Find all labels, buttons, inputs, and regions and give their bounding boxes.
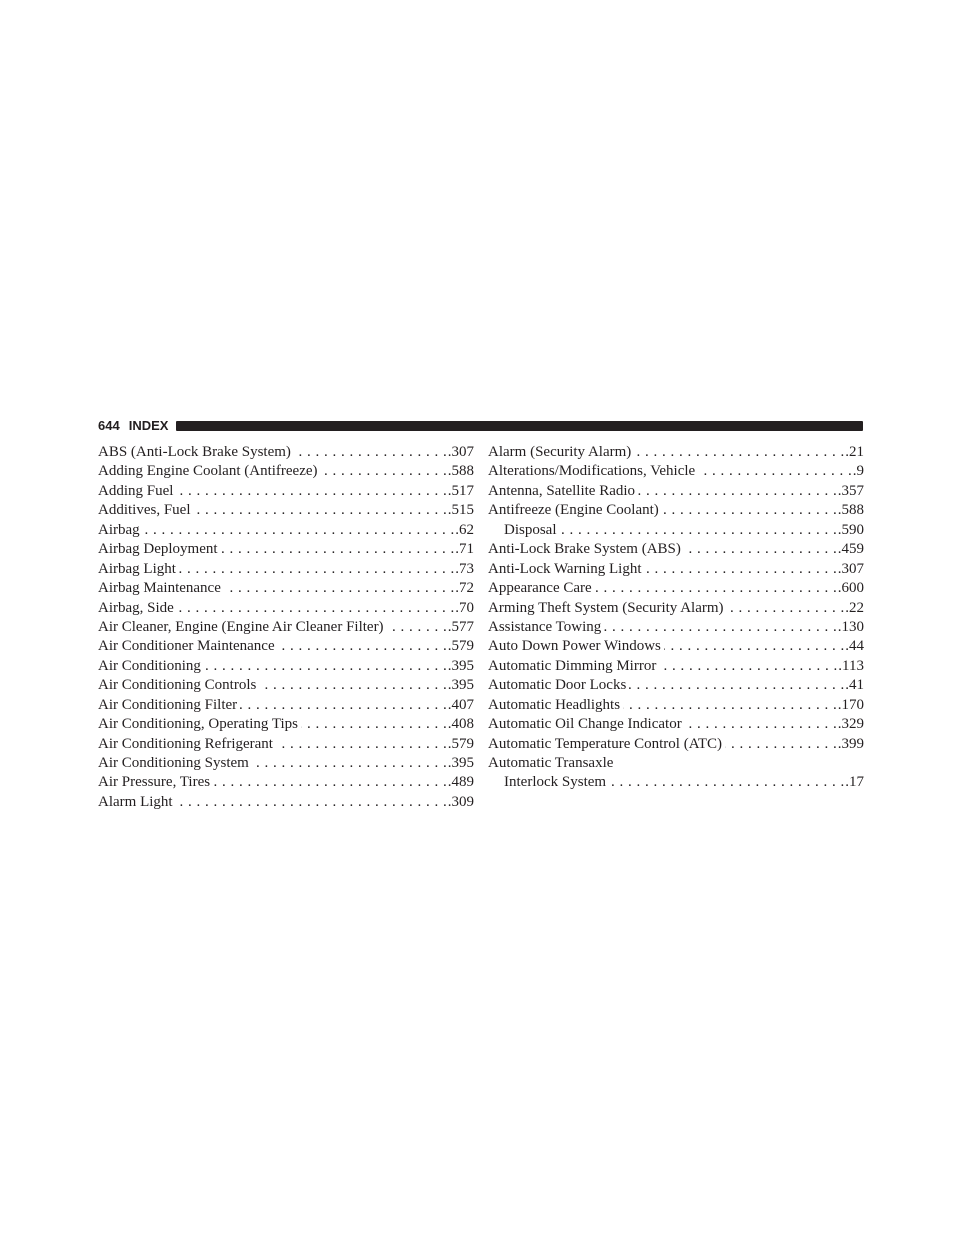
index-entry bbox=[488, 521, 864, 540]
index-entry bbox=[488, 696, 864, 715]
index-entry bbox=[98, 754, 474, 773]
entry-label: Additives, Fuel bbox=[98, 502, 191, 519]
entry-label: Airbag Light bbox=[98, 560, 176, 577]
index-entry bbox=[98, 793, 474, 812]
entry-label: Automatic Door Locks bbox=[488, 677, 627, 694]
dot-leader bbox=[194, 501, 447, 520]
entry-label: Airbag Deployment bbox=[98, 541, 218, 558]
entry-page-number: .408 bbox=[447, 716, 474, 733]
index-entry bbox=[98, 676, 474, 695]
dot-leader bbox=[177, 599, 454, 618]
index-entry bbox=[488, 715, 864, 734]
index-entry bbox=[488, 618, 864, 637]
entry-page-number: .72 bbox=[455, 580, 474, 597]
entry-label: Arming Theft System (Security Alarm) bbox=[488, 599, 724, 616]
entry-label: Antifreeze (Engine Coolant) bbox=[488, 502, 659, 519]
entry-label: Airbag bbox=[98, 521, 140, 538]
entry-page-number: .395 bbox=[447, 657, 474, 674]
index-entry bbox=[488, 579, 864, 598]
entry-page-number: .577 bbox=[447, 618, 474, 635]
dot-leader bbox=[725, 735, 837, 754]
dot-leader bbox=[176, 482, 446, 501]
index-entry bbox=[488, 676, 864, 695]
dot-leader bbox=[609, 773, 844, 792]
index-entry bbox=[98, 501, 474, 520]
dot-leader bbox=[276, 735, 447, 754]
dot-leader bbox=[727, 599, 845, 618]
index-entry bbox=[98, 599, 474, 618]
index-entry bbox=[488, 735, 864, 754]
dot-leader bbox=[278, 637, 447, 656]
index-entry bbox=[98, 657, 474, 676]
entry-label: Air Conditioning System bbox=[98, 755, 249, 771]
dot-leader bbox=[240, 696, 447, 715]
entry-page-number: .71 bbox=[455, 541, 474, 558]
dot-leader bbox=[294, 443, 447, 462]
entry-label: Air Pressure, Tires bbox=[98, 774, 211, 791]
entry-page-number: .579 bbox=[447, 735, 474, 752]
index-entry bbox=[488, 540, 864, 559]
page-number: 644 bbox=[98, 418, 120, 433]
section-title: INDEX bbox=[128, 418, 169, 433]
entry-label: Disposal bbox=[504, 521, 557, 538]
entry-label: Interlock System bbox=[504, 774, 607, 791]
entry-label: Anti-Lock Brake System (ABS) bbox=[488, 541, 681, 558]
entry-label: Antenna, Satellite Radio bbox=[488, 482, 636, 499]
index-entry bbox=[98, 579, 474, 598]
entry-label: Automatic Oil Change Indicator bbox=[488, 716, 682, 733]
entry-page-number: .357 bbox=[837, 482, 864, 499]
entry-page-number: .515 bbox=[447, 502, 474, 519]
entry-page-number: .459 bbox=[837, 541, 864, 558]
dot-leader bbox=[204, 657, 447, 676]
entry-page-number: .170 bbox=[837, 696, 864, 713]
entry-label: Air Conditioning Filter bbox=[98, 696, 238, 713]
index-column-left bbox=[98, 443, 474, 812]
index-entry bbox=[488, 462, 864, 481]
entry-page-number: .44 bbox=[845, 638, 864, 655]
dot-leader bbox=[662, 501, 837, 520]
index-entry bbox=[488, 482, 864, 501]
dot-leader bbox=[698, 462, 852, 481]
entry-page-number: .395 bbox=[447, 677, 474, 694]
entry-page-number: .579 bbox=[447, 638, 474, 655]
entry-page-number: .73 bbox=[455, 560, 474, 577]
entry-label: Airbag, Side bbox=[98, 599, 174, 616]
index-entry bbox=[488, 754, 864, 773]
dot-leader bbox=[638, 482, 837, 501]
dot-leader bbox=[634, 443, 844, 462]
entry-page-number: .329 bbox=[837, 716, 864, 733]
index-entry bbox=[488, 501, 864, 520]
entry-page-number: .41 bbox=[845, 677, 864, 694]
entry-label: Air Conditioner Maintenance bbox=[98, 638, 275, 655]
dot-leader bbox=[629, 676, 844, 695]
entry-page-number: .9 bbox=[852, 463, 864, 480]
entry-page-number: .113 bbox=[838, 657, 864, 674]
entry-label: Assistance Towing bbox=[488, 618, 602, 635]
entry-label: Automatic Dimming Mirror bbox=[488, 657, 657, 674]
header-rule bbox=[176, 421, 863, 431]
index-entry bbox=[488, 657, 864, 676]
entry-page-number: .307 bbox=[447, 444, 474, 460]
index-entry bbox=[98, 773, 474, 792]
dot-leader bbox=[176, 793, 447, 812]
entry-label: Adding Engine Coolant (Antifreeze) bbox=[98, 463, 318, 480]
index-entry bbox=[488, 560, 864, 579]
entry-label: Air Conditioning, Operating Tips bbox=[98, 716, 299, 733]
entry-label: Alterations/Modifications, Vehicle bbox=[488, 463, 696, 480]
dot-leader bbox=[387, 618, 447, 637]
entry-page-number: .588 bbox=[837, 502, 864, 519]
entry-page-number: .399 bbox=[837, 735, 864, 752]
dot-leader bbox=[664, 637, 844, 656]
dot-leader bbox=[684, 540, 837, 559]
dot-leader bbox=[143, 521, 455, 540]
dot-leader bbox=[623, 696, 837, 715]
index-entry bbox=[98, 521, 474, 540]
index-entry bbox=[98, 540, 474, 559]
entry-label: Automatic Transaxle bbox=[488, 755, 614, 771]
entry-page-number: .70 bbox=[455, 599, 474, 616]
index-entry bbox=[98, 715, 474, 734]
index-entry bbox=[98, 618, 474, 637]
entry-label: Alarm Light bbox=[98, 793, 173, 810]
entry-page-number: .21 bbox=[845, 444, 864, 460]
index-entry bbox=[98, 462, 474, 481]
entry-page-number: .407 bbox=[447, 696, 474, 713]
entry-page-number: .22 bbox=[845, 599, 864, 616]
dot-leader bbox=[221, 540, 455, 559]
index-entry bbox=[98, 696, 474, 715]
index-entry bbox=[488, 773, 864, 792]
entry-label: Airbag Maintenance bbox=[98, 580, 221, 597]
entry-label: Anti-Lock Warning Light bbox=[488, 560, 642, 577]
dot-leader bbox=[213, 773, 447, 792]
dot-leader bbox=[259, 676, 446, 695]
dot-leader bbox=[604, 618, 837, 637]
index-entry bbox=[98, 560, 474, 579]
entry-label: Automatic Temperature Control (ATC) bbox=[488, 735, 723, 752]
index-entry bbox=[488, 637, 864, 656]
dot-leader bbox=[685, 715, 837, 734]
entry-page-number: .590 bbox=[837, 521, 864, 538]
dot-leader bbox=[321, 462, 447, 481]
entry-label: Air Conditioning Controls bbox=[98, 677, 257, 694]
index-column-right bbox=[488, 443, 864, 793]
entry-label: Air Conditioning Refrigerant bbox=[98, 735, 273, 752]
entry-page-number: .395 bbox=[447, 755, 474, 771]
dot-leader bbox=[301, 715, 447, 734]
entry-page-number: .489 bbox=[447, 774, 474, 791]
entry-page-number: .588 bbox=[447, 463, 474, 480]
index-entry bbox=[98, 482, 474, 501]
dot-leader bbox=[659, 657, 837, 676]
entry-label: Adding Fuel bbox=[98, 482, 174, 499]
entry-label: Air Cleaner, Engine (Engine Air Cleaner Filter) bbox=[98, 618, 384, 635]
entry-label: Auto Down Power Windows bbox=[488, 638, 661, 655]
entry-label: Appearance Care bbox=[488, 580, 592, 597]
entry-page-number: .17 bbox=[845, 774, 864, 791]
entry-label: Automatic Headlights bbox=[488, 696, 621, 713]
entry-page-number: .307 bbox=[837, 560, 864, 577]
index-entry bbox=[98, 735, 474, 754]
entry-label: ABS (Anti-Lock Brake System) bbox=[98, 444, 291, 460]
entry-page-number: .309 bbox=[447, 793, 474, 810]
entry-page-number: .600 bbox=[837, 580, 864, 597]
dot-leader bbox=[560, 521, 837, 540]
entry-label: Alarm (Security Alarm) bbox=[488, 444, 632, 460]
index-entry bbox=[488, 599, 864, 618]
index-entry bbox=[98, 637, 474, 656]
entry-label: Air Conditioning bbox=[98, 657, 201, 674]
dot-leader bbox=[252, 754, 447, 773]
entry-page-number: .62 bbox=[455, 521, 474, 538]
dot-leader bbox=[224, 579, 454, 598]
entry-page-number: .130 bbox=[837, 618, 864, 635]
index-entry bbox=[98, 443, 474, 462]
dot-leader bbox=[645, 560, 837, 579]
dot-leader bbox=[595, 579, 837, 598]
index-entry bbox=[488, 443, 864, 462]
page-header bbox=[98, 417, 863, 435]
dot-leader bbox=[179, 560, 454, 579]
entry-page-number: .517 bbox=[447, 482, 474, 499]
